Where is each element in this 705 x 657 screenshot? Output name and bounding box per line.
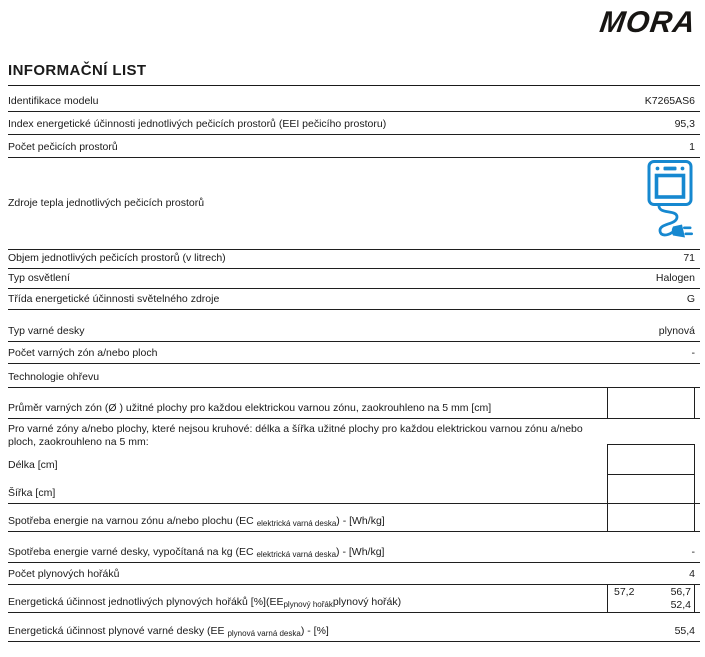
subscript-label: elektrická varná deska [256, 519, 337, 529]
section-gap [8, 310, 700, 319]
row-hob-energy-per-kg [8, 538, 700, 563]
row-label: Počet varných zón a/nebo ploch [8, 346, 158, 359]
row-width [8, 475, 700, 504]
row-value: K7265AS6 [644, 94, 695, 107]
empty-value-cell [607, 474, 695, 504]
row-value: 71 [683, 251, 695, 264]
row-label: Energetická účinnost plynové varné desky (EE $_{plynová varná deska}$) - [%] [8, 624, 329, 639]
row-label: Typ varné desky [8, 324, 85, 337]
row-label: Délka [cm] [8, 458, 58, 471]
row-label: Počet pečicích prostorů [8, 140, 118, 153]
row-light-class [8, 289, 700, 310]
burner-values-right: 56,7 52,4 [670, 586, 691, 611]
row-cavity-volume [8, 250, 700, 269]
row-value: G [686, 292, 695, 305]
row-heat-source [8, 158, 700, 250]
subscript-label: plynová varná deska [227, 629, 301, 639]
row-label: Objem jednotlivých pečicích prostorů (v litrech) [8, 251, 226, 264]
row-label: Spotřeba energie na varnou zónu a/nebo plochu (EC $_{elektrická varná deska}$) - [Wh/kg] [8, 514, 385, 529]
page-title: INFORMAČNÍ LIST [8, 0, 700, 86]
row-burner-count [8, 563, 700, 585]
row-label: Šířka [cm] [8, 486, 56, 499]
row-value: - [691, 346, 695, 359]
row-value: - [691, 545, 695, 558]
info-sheet [8, 0, 700, 642]
row-label: Třída energetické účinnosti světelného zdroje [8, 292, 220, 305]
empty-value-cell [607, 503, 695, 532]
mora-logo: MORA [598, 6, 699, 39]
row-eei [8, 112, 700, 135]
row-heating-technology [8, 364, 700, 388]
row-energy-per-zone [8, 504, 700, 532]
subscript-label: elektrická varná deska [256, 550, 337, 560]
row-noncircular-note [8, 419, 700, 449]
row-model-id [8, 86, 700, 112]
row-label: Zdroje tepla jednotlivých pečicích prostorů [8, 196, 205, 209]
oven-electric-plug-icon [646, 159, 694, 247]
row-value: 4 [689, 567, 695, 580]
row-label: Typ osvětlení [8, 271, 70, 284]
row-light-type [8, 269, 700, 289]
row-burner-efficiency [8, 585, 700, 613]
row-label: Technologie ohřevu [8, 370, 100, 383]
row-length [8, 444, 700, 475]
empty-value-cell [607, 444, 695, 475]
row-label: Pro varné zóny a/nebo plochy, které nejsou kruhové: délka a šířka užitné plochy pro každou elektrickou varnou zónu a/nebo ploch, zaokrouhleno na 5 mm: [8, 423, 583, 449]
row-hob-type [8, 319, 700, 342]
row-value: 55,4 [674, 624, 695, 637]
row-label: Energetická účinnost jednotlivých plynových hořáků $[\%](EE_{plynový hořák}plynový$ hořák) [8, 595, 402, 610]
row-label: Identifikace modelu [8, 94, 99, 107]
row-hob-efficiency [8, 618, 700, 642]
row-value: 1 [689, 140, 695, 153]
row-label: Index energetické účinnosti jednotlivých pečicích prostorů (EEI pečicího prostoru) [8, 117, 387, 130]
row-value: 95,3 [674, 117, 695, 130]
empty-value-cell [607, 387, 695, 419]
row-value: plynová [658, 324, 695, 337]
burner-value-left: 57,2 [614, 586, 635, 598]
row-zone-count [8, 342, 700, 364]
row-label: Průměr varných zón (Ø ) užitné plochy pro každou elektrickou varnou zónu, zaokrouhleno na 5 mm [cm] [8, 401, 492, 414]
row-label: Počet plynových hořáků [8, 567, 120, 580]
row-zone-diameter [8, 388, 700, 419]
subscript-label: plynový hořák [283, 600, 333, 610]
row-cavity-count [8, 135, 700, 158]
row-label: Spotřeba energie varné desky, vypočítaná na kg (EC $_{elektrická varná deska}$) - [Wh/kg] [8, 545, 385, 560]
row-value: Halogen [655, 271, 695, 284]
burner-efficiency-cell [607, 584, 695, 613]
